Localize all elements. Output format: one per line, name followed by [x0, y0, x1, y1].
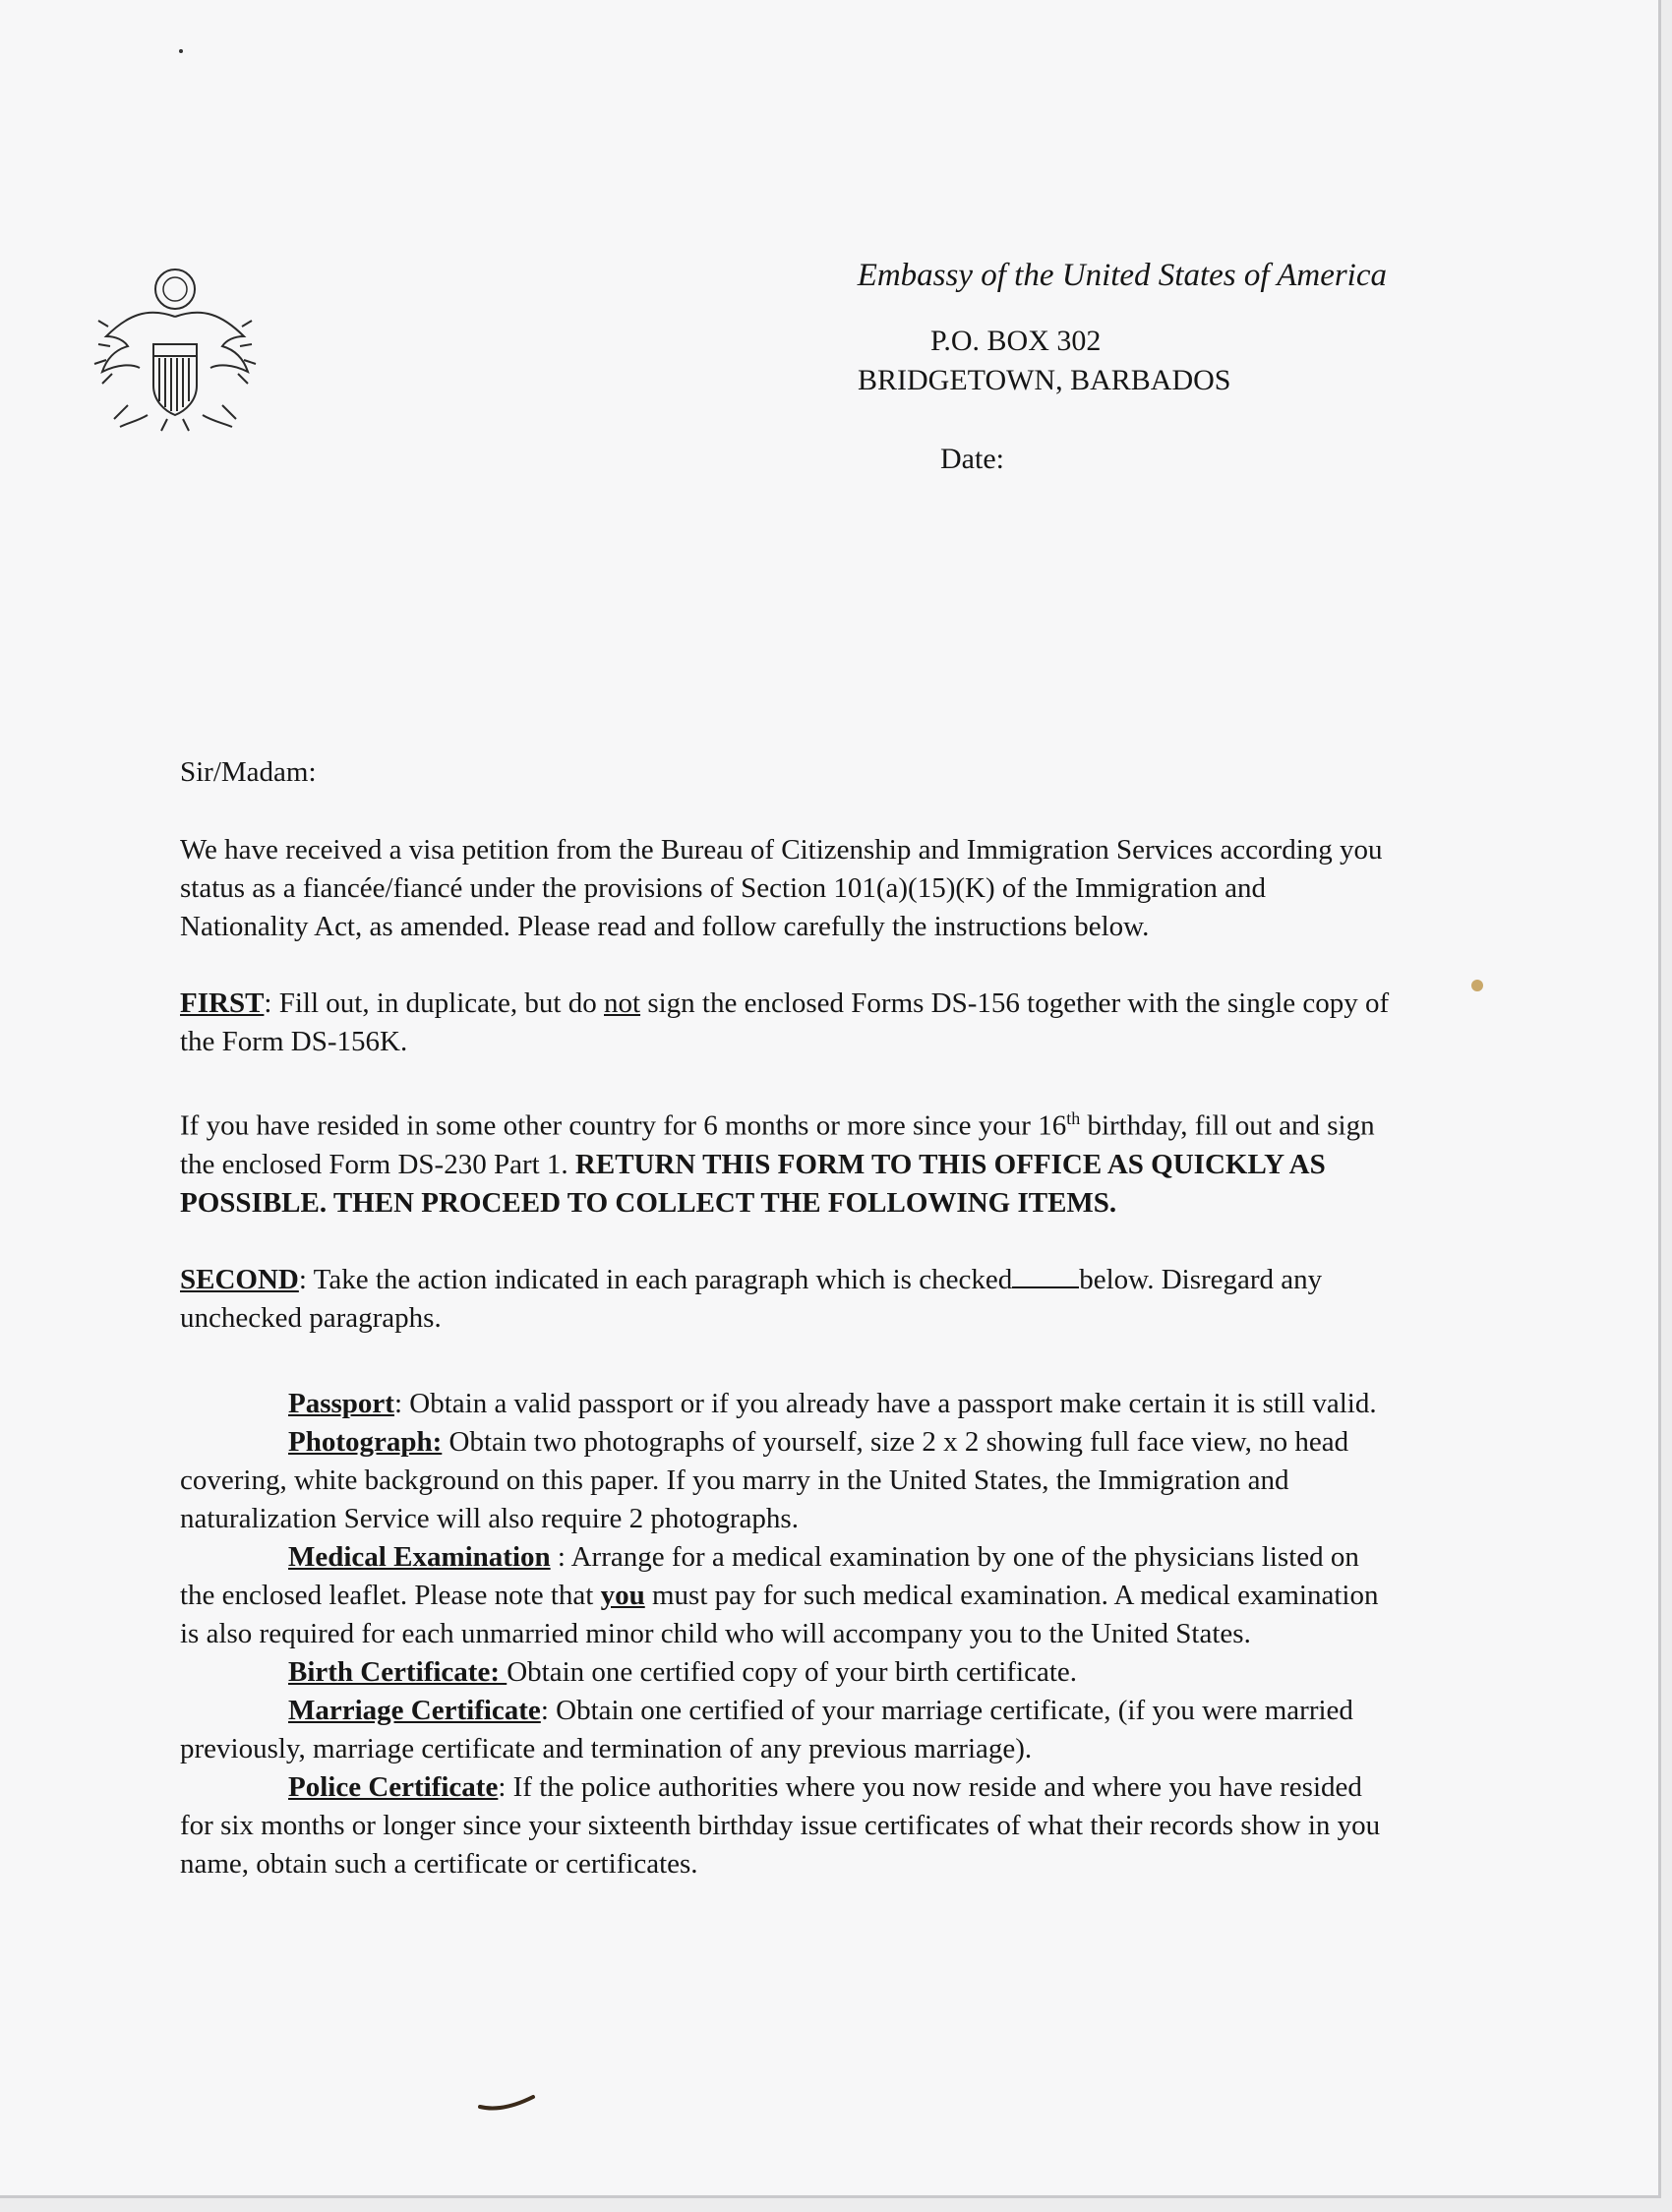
second-text-a: : Take the action indicated in each paragraph which is checked [298, 1263, 1013, 1295]
list-item-passport [180, 1385, 1390, 1423]
letter-body [180, 753, 1390, 1883]
first-label: FIRST [180, 987, 265, 1019]
salutation: Sir/Madam: [180, 756, 317, 788]
paper-speck [1471, 980, 1483, 991]
medical-text-b: must pay for such medical examination. A medical examination is also required for each unmarried minor child who will accompany you to the United States. [180, 1579, 1379, 1649]
second-text-b: below. Disregard any unchecked paragraphs. [180, 1263, 1323, 1334]
photograph-label: Photograph: [288, 1425, 443, 1458]
ink-mark [478, 2093, 537, 2113]
first-text-b: sign the enclosed Forms DS-156 together with the single copy of the Form DS-156K. [180, 987, 1390, 1057]
police-certificate-text: : If the police authorities where you now reside and where you have resided for six months or longer since your sixteenth birthday issue certificates of what their records show in you name, obtain such a certificate or certificates. [180, 1770, 1381, 1880]
list-item-photograph [180, 1423, 1390, 1538]
second-label: SECOND [180, 1263, 299, 1295]
us-great-seal-emblem [89, 258, 261, 435]
paper-speck [179, 49, 183, 53]
first-text-a: : Fill out, in duplicate, but do [264, 987, 604, 1019]
medical-emphasis: you [600, 1579, 645, 1611]
police-certificate-label: Police Certificate [288, 1770, 499, 1803]
list-item-marriage-certificate [180, 1692, 1390, 1768]
list-item-birth-certificate [180, 1653, 1390, 1692]
list-item-police-certificate [180, 1768, 1390, 1883]
residence-text-b: birthday, fill out and sign the enclosed Form DS-230 Part 1. [180, 1109, 1375, 1180]
birth-certificate-label: Birth Certificate: [288, 1655, 508, 1688]
date-label: Date: [940, 443, 1004, 475]
first-emphasis: not [604, 987, 641, 1019]
check-blank [1012, 1263, 1079, 1288]
photograph-text: Obtain two photographs of yourself, size 2 x 2 showing full face view, no head covering, white background on this paper. If you marry in the United States, the Immigration and naturalization Service will also require 2 photographs. [180, 1425, 1349, 1534]
residence-paragraph [180, 1100, 1390, 1223]
birth-certificate-text: Obtain one certified copy of your birth certificate. [507, 1655, 1077, 1688]
passport-label: Passport [288, 1387, 394, 1419]
residence-text-a: If you have resided in some other country for 6 months or more since your 16 [180, 1109, 1067, 1142]
second-paragraph [180, 1261, 1390, 1338]
residence-superscript: th [1066, 1108, 1081, 1128]
checklist-items [180, 1385, 1390, 1883]
medical-label: Medical Examination [288, 1540, 551, 1573]
intro-paragraph: We have received a visa petition from the Bureau of Citizenship and Immigration Services according you status as a fiancée/fiancé under the provisions of Section 101(a)(15)(K) of the Immigration and Nationality Act, as amended. Please read and follow carefully the instructions below. [180, 834, 1383, 942]
embassy-name: Embassy of the United States of America [857, 258, 1387, 293]
po-box: P.O. BOX 302 [930, 325, 1102, 357]
first-paragraph [180, 985, 1390, 1061]
marriage-certificate-label: Marriage Certificate [288, 1694, 541, 1726]
residence-bold-instruction: RETURN THIS FORM TO THIS OFFICE AS QUICKLY AS POSSIBLE. THEN PROCEED TO COLLECT THE FOLLOWING ITEMS. [180, 1148, 1326, 1219]
embassy-city: BRIDGETOWN, BARBADOS [858, 364, 1231, 396]
passport-text: : Obtain a valid passport or if you already have a passport make certain it is still valid. [393, 1387, 1377, 1419]
medical-text: : Arrange for a medical examination by one of the physicians listed on the enclosed leaflet. Please note that [180, 1540, 1359, 1611]
marriage-certificate-text: : Obtain one certified of your marriage certificate, (if you were married previously, marriage certificate and termination of any previous marriage). [180, 1694, 1353, 1764]
list-item-medical [180, 1538, 1390, 1653]
